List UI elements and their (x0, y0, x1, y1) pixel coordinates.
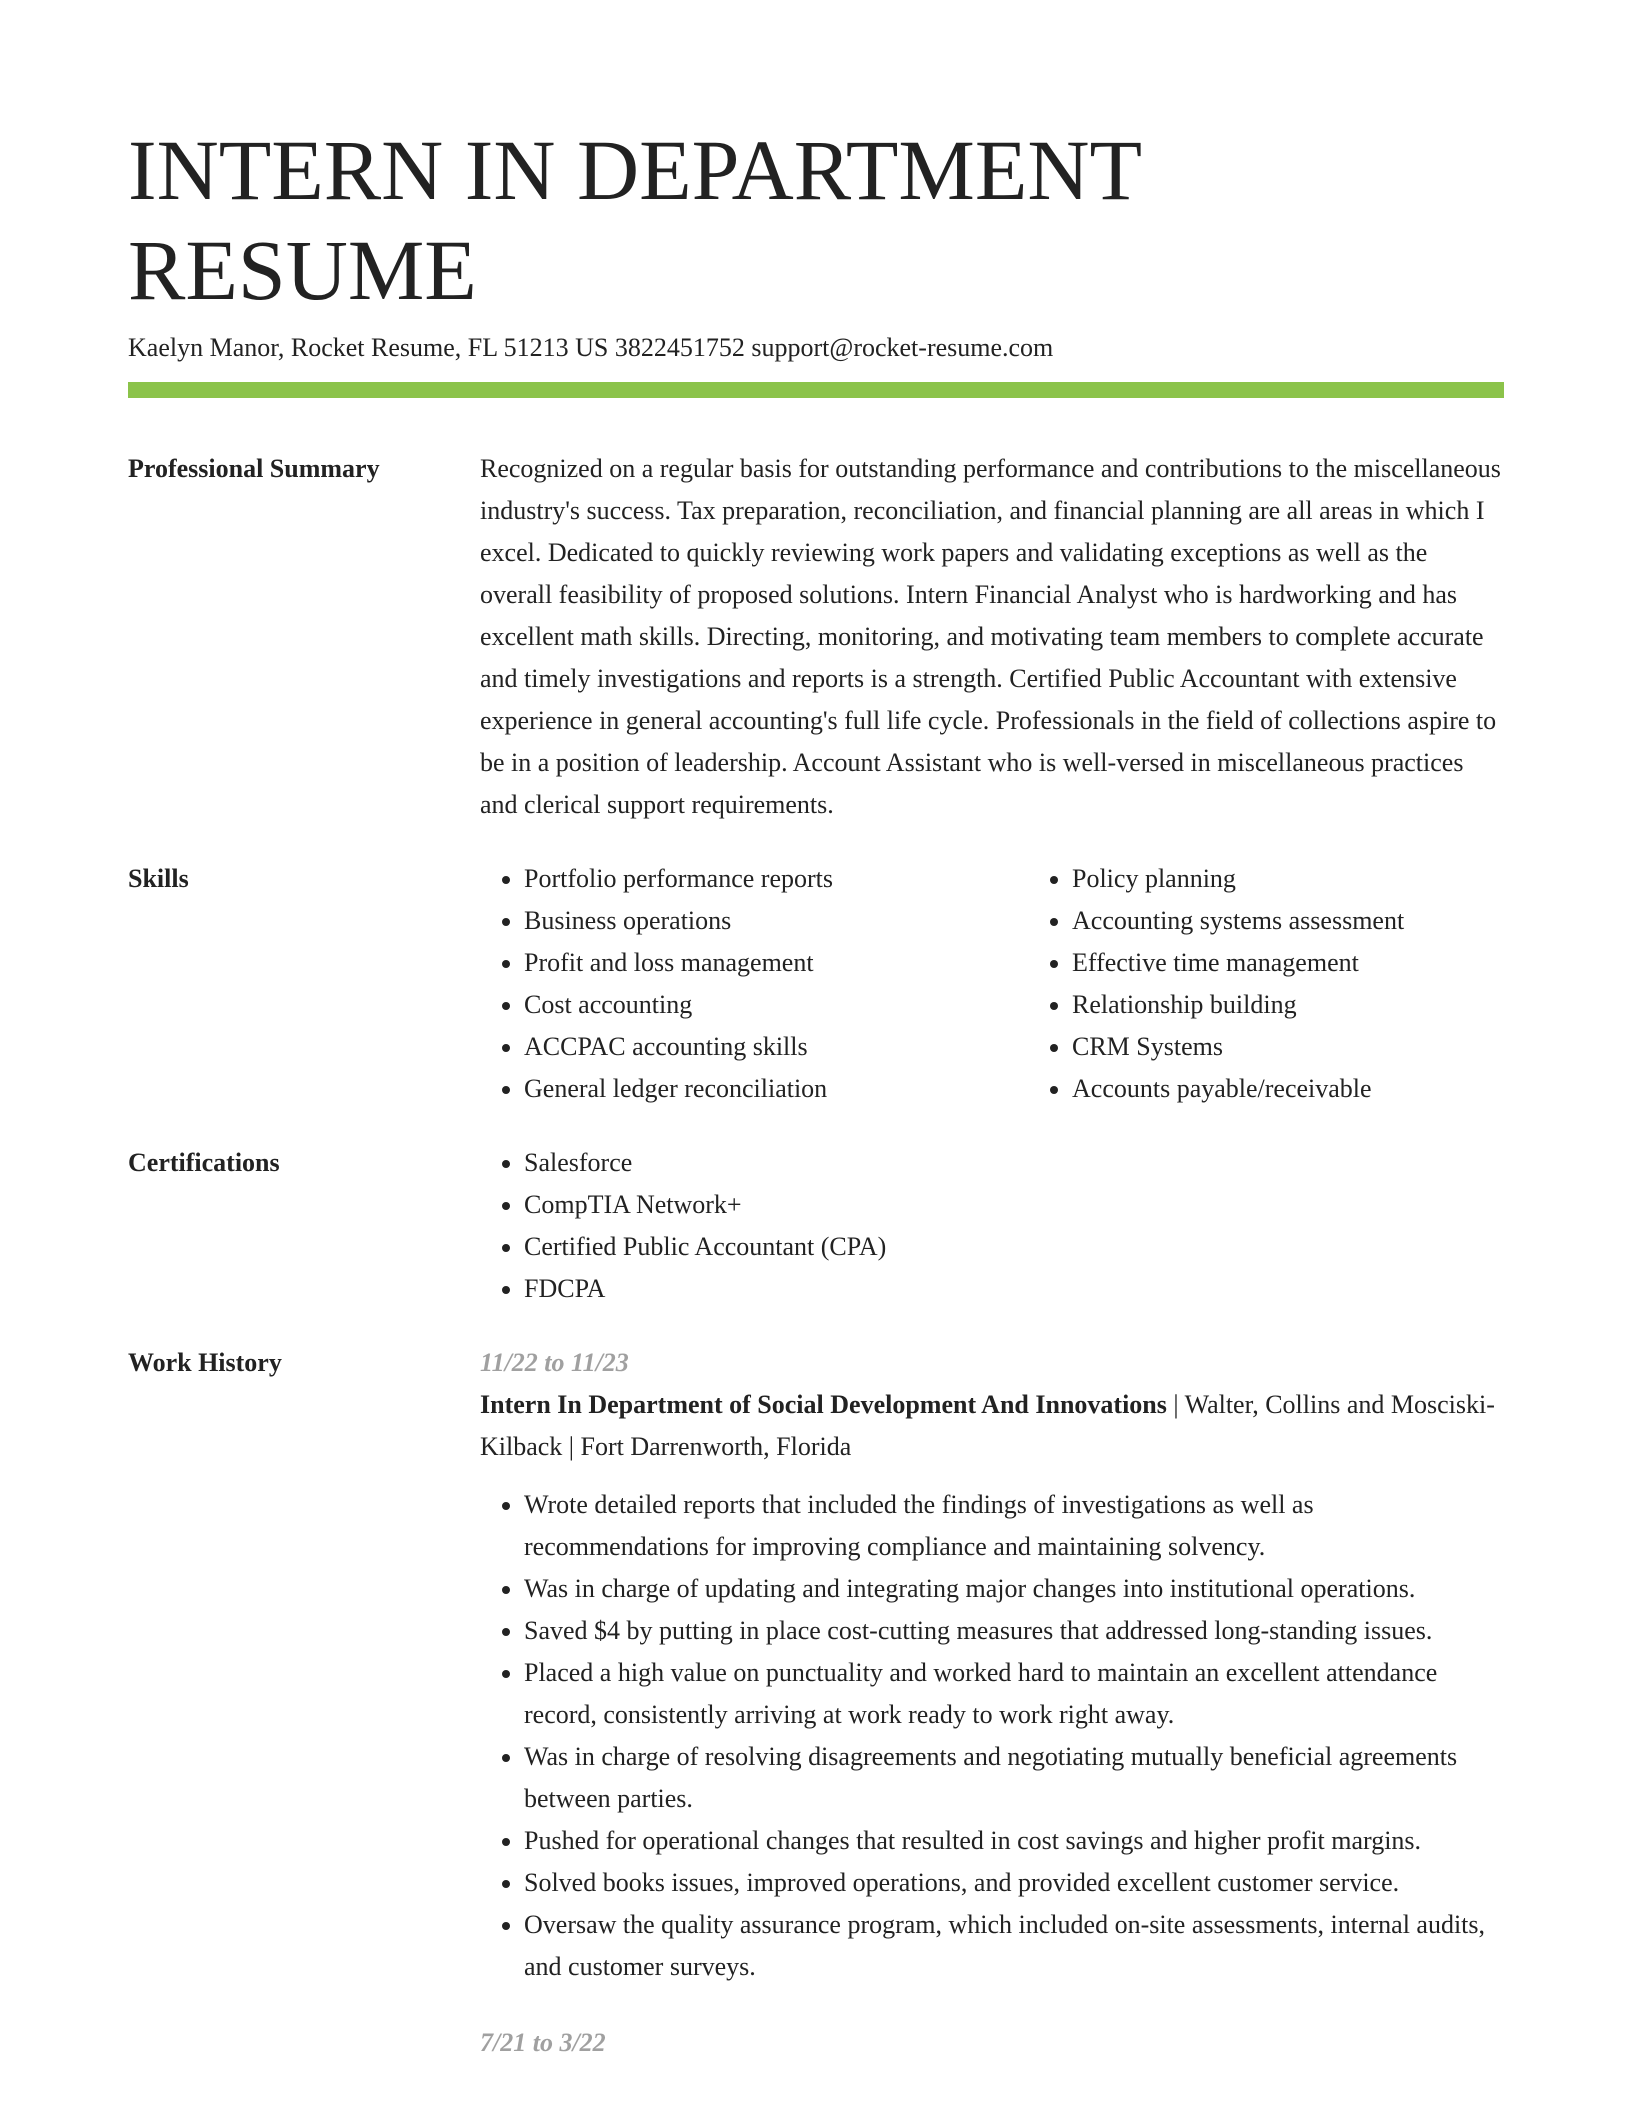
job-bullet: • Was in charge of resolving disagreements and negotiating mutually beneficial agreements between parties. (524, 1736, 1504, 1820)
job-details: | Walter, Collins and Mosciski-Kilback | Fort Darrenworth, Florida (480, 1390, 1495, 1461)
skill-item: • Accounts payable/receivable (1072, 1068, 1592, 1110)
skills-columns (480, 858, 1592, 1110)
job-bullet: • Placed a high value on punctuality and worked hard to maintain an excellent attendance record, consistently arriving at work ready to work right away. (524, 1652, 1504, 1736)
section-label-summary: Professional Summary (128, 454, 380, 483)
job-bullet: • Oversaw the quality assurance program, which included on-site assessments, internal audits, and customer surveys. (524, 1904, 1504, 1988)
certifications-list (480, 1142, 1504, 1310)
summary-section (128, 448, 1504, 826)
job-bullet: • Pushed for operational changes that resulted in cost savings and higher profit margins. (524, 1820, 1504, 1862)
skills-section (128, 858, 1504, 1110)
certification-item: • CompTIA Network+ (524, 1184, 1504, 1226)
contact-line: Kaelyn Manor, Rocket Resume, FL 51213 US 3822451752 support@rocket-resume.com (128, 333, 1054, 362)
skill-item: • Effective time management (1072, 942, 1592, 984)
skills-list-left (480, 858, 1028, 1110)
certifications-section (128, 1142, 1504, 1310)
section-label-certifications: Certifications (128, 1148, 280, 1177)
skill-item: • Relationship building (1072, 984, 1592, 1026)
job-bullet: • Was in charge of updating and integrating major changes into institutional operations. (524, 1568, 1504, 1610)
skill-item: • Policy planning (1072, 858, 1592, 900)
job-bullet: • Solved books issues, improved operations, and provided excellent customer service. (524, 1862, 1504, 1904)
job-heading (480, 1384, 1504, 1468)
skill-item: • Business operations (524, 900, 1028, 942)
summary-text: Recognized on a regular basis for outstanding performance and contributions to the miscellaneous industry's success. Tax preparation, reconciliation, and financial planning are all areas in which I excel. Dedicated to quickly reviewing work papers and validating exceptions as well as the overall feasibility of proposed solutions. Intern Financial Analyst who is hardworking and has excellent math skills. Directing, monitoring, and motivating team members to complete accurate and timely investigations and reports is a strength. Certified Public Accountant with extensive experience in general accounting's full life cycle. Professionals in the field of collections aspire to be in a position of leadership. Account Assistant who is well-versed in miscellaneous practices and clerical support requirements. (480, 454, 1501, 819)
job-dates: 7/21 to 3/22 (480, 2028, 606, 2057)
skill-item: • CRM Systems (1072, 1026, 1592, 1068)
certification-item: • FDCPA (524, 1268, 1504, 1310)
work-history-body (480, 1342, 1504, 2064)
job-dates: 11/22 to 11/23 (480, 1348, 629, 1377)
job-bullet: • Wrote detailed reports that included the findings of investigations as well as recommendations for improving compliance and maintaining solvency. (524, 1484, 1504, 1568)
skills-list-right (1028, 858, 1592, 1110)
certifications-body (480, 1142, 1504, 1310)
certification-item: • Certified Public Accountant (CPA) (524, 1226, 1504, 1268)
section-label-work-history: Work History (128, 1348, 282, 1377)
section-label-skills: Skills (128, 864, 189, 893)
resume-page (128, 120, 1504, 2064)
work-history-section (128, 1342, 1504, 2064)
skill-item: • Accounting systems assessment (1072, 900, 1592, 942)
job-entry (480, 2022, 1504, 2064)
skill-item: • Portfolio performance reports (524, 858, 1028, 900)
skill-item: • Cost accounting (524, 984, 1028, 1026)
job-title: Intern In Department of Social Development And Innovations (480, 1390, 1167, 1419)
job-bullets (480, 1484, 1504, 1988)
skill-item: • Profit and loss management (524, 942, 1028, 984)
job-bullet: • Saved $4 by putting in place cost-cutting measures that addressed long-standing issues. (524, 1610, 1504, 1652)
page-title: INTERN IN DEPARTMENT RESUME (128, 122, 1141, 318)
skill-item: • ACCPAC accounting skills (524, 1026, 1028, 1068)
header-divider (128, 382, 1504, 398)
certification-item: • Salesforce (524, 1142, 1504, 1184)
job-entry (480, 1342, 1504, 1988)
skill-item: • General ledger reconciliation (524, 1068, 1028, 1110)
